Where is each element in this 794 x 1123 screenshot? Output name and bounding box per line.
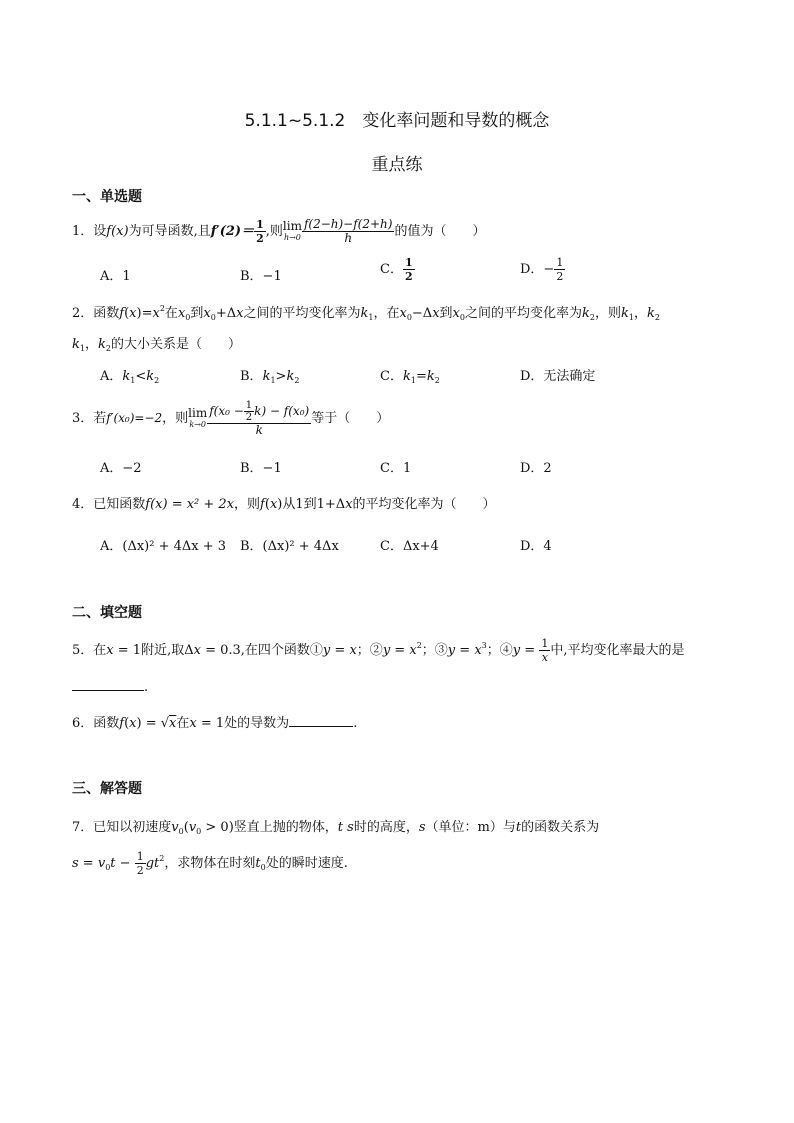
q1-limit	[282, 218, 302, 243]
q1-lim-text: lim	[282, 218, 302, 233]
question-1	[72, 218, 485, 245]
question-3	[72, 400, 389, 437]
q3-num-half	[244, 400, 254, 423]
q4-text-a: 4．已知函数	[72, 497, 146, 512]
q5-end: .	[144, 680, 149, 695]
q5-answer-blank[interactable]	[72, 678, 144, 691]
section-heading-fill-in: 二、填空题	[72, 605, 142, 621]
q7-text-b: 竖直上抛的物体，	[233, 820, 338, 835]
q2-text-c: 之间的平均变化率为	[243, 306, 361, 321]
q3-text-a: 3．若	[72, 411, 107, 426]
page-title: 5.1.1~5.1.2 变化率问题和导数的概念	[244, 111, 550, 131]
q1-half-num: 1	[256, 218, 264, 231]
q4-text-d: 的平均变化率为（ ）	[352, 497, 496, 512]
q2-text-e: 之间的平均变化率为	[464, 306, 582, 321]
q7-text-f: ，求物体在时刻	[164, 856, 256, 871]
q7-fraction: $\frac{1}{2}$	[136, 850, 144, 877]
question-5: 5．在x = 1附近,取Δx = 0.3,在四个函数①y = x；②y = $x^2$；③y = $x^3$；④y = $\frac{1}{x}$ 中,平均变化率最大的是	[72, 637, 685, 664]
q1-frac-den: h	[344, 231, 353, 245]
q2-a-label: A．	[100, 369, 123, 384]
q1-fprime: f′(2)＝	[210, 224, 255, 239]
q3-lim-sub: k→0	[189, 419, 206, 429]
q1-c-num: 1	[404, 256, 413, 269]
question-6: 6．函数f(x) = √x在x = 1处的导数为 .	[72, 716, 358, 731]
q4-option-b: B．(Δx)² + 4Δx	[240, 539, 339, 554]
q2-b-label: B．	[240, 369, 263, 384]
q1-text-3: 的值为（ ）	[394, 224, 486, 239]
q2-option-a: A．$k_1<k_2$	[100, 369, 160, 385]
question-7-line-2: $s = v_0t$ − $\frac{1}{2}$ $gt^2$，求物体在时刻$t_0$处的瞬时速度.	[72, 850, 348, 877]
q3-option-c: C．1	[380, 461, 412, 476]
q1-fraction	[302, 218, 395, 245]
q3-fraction	[207, 400, 311, 437]
q1-frac-num: f(2−h)−f(2+h)	[303, 217, 393, 231]
q4-text-b: ，则	[234, 497, 261, 512]
q5-fraction: $\frac{1}{x}$	[541, 637, 549, 664]
question-5-line-2	[72, 678, 148, 695]
q5-text-a: 5．在	[72, 643, 107, 658]
q4-function: f(x) = x² + 2x	[145, 497, 235, 512]
q2-option-b: B．$k_1>k_2$	[240, 369, 300, 385]
q6-end: .	[353, 716, 358, 731]
q3-num-a: f(x₀ −	[209, 404, 244, 418]
question-2-line-2: $k_1$，$k_2$的大小关系是（ ）	[72, 337, 241, 353]
q2-text-d: ，在	[373, 306, 400, 321]
question-2: 2．函数$f(x)=x^2$在$x_0$到$x_0+\Delta x$之间的平均变化率为$k_1$，在$x_0-\Delta x$到$x_0$之间的平均变化率为$k_2$，则$k_1$，$k_2$	[72, 304, 660, 322]
q3-option-b: B．−1	[240, 461, 282, 476]
q3-half-d: 2	[245, 412, 253, 423]
section-heading-single-choice: 一、单选题	[72, 189, 142, 205]
q5-text-d: ；②	[356, 643, 383, 658]
q5-text-b: 附近,取	[141, 643, 185, 658]
q1-c-den: 2	[404, 270, 413, 283]
q1-option-c	[380, 256, 415, 283]
q4-text-c: 从1到1+Δ	[282, 497, 346, 512]
q5-text-f: ；④	[486, 643, 513, 658]
q1-d-num: 1	[556, 256, 564, 269]
q7-text-g: 处的瞬时速度.	[265, 856, 348, 871]
q7-text-e: 的函数关系为	[521, 820, 600, 835]
q1-text: 为可导函数,且	[128, 224, 211, 239]
q2-text-a: 2．函数	[72, 306, 120, 321]
q7-text-c: 时的高度，	[353, 820, 419, 835]
q3-frac-num	[207, 400, 311, 424]
q4-option-d: D．4	[520, 539, 552, 554]
q1-option-d-fraction	[554, 256, 565, 283]
q1-option-d-label: D．−	[520, 262, 555, 277]
q1-option-a: A．1	[100, 269, 131, 284]
q1-option-c-fraction	[403, 256, 415, 283]
q2-c-label: C．	[380, 369, 403, 384]
q5-text-e: ；③	[421, 643, 448, 658]
q6-text-a: 6．函数	[72, 716, 120, 731]
q3-num-b: k) − f(x₀)	[254, 404, 310, 418]
q3-option-a: A．−2	[100, 461, 142, 476]
q6-text-b: 在	[176, 716, 190, 731]
page-subtitle: 重点练	[371, 155, 423, 175]
q3-text-b: ，则	[162, 411, 189, 426]
q3-condition: f′(x₀)=−2	[106, 411, 163, 425]
q2-text-b: 在	[164, 306, 178, 321]
q1-lim-sub: h→0	[283, 232, 301, 242]
q3-text-c: 等于（ ）	[311, 411, 390, 426]
q1-number: 1．设	[72, 224, 107, 239]
q1-half-fraction	[254, 218, 266, 245]
q1-option-c-label: C．	[380, 262, 403, 277]
q6-answer-blank[interactable]	[289, 714, 353, 727]
q1-option-b: B．−1	[240, 269, 282, 284]
q6-text-c: 处的导数为	[224, 716, 290, 731]
q1-half-den: 2	[256, 232, 264, 245]
q4-option-a: A．(Δx)² + 4Δx + 3	[100, 539, 227, 554]
q3-option-d: D．2	[520, 461, 552, 476]
q7-text-a: 7．已知以初速度	[72, 820, 172, 835]
q3-half-n: 1	[245, 400, 253, 411]
q3-frac-den	[207, 424, 311, 437]
q1-fx: f(x)	[106, 224, 129, 239]
section-heading-answer: 三、解答题	[72, 781, 142, 797]
q2-text-f: ，则	[594, 306, 621, 321]
q1-option-d	[520, 256, 565, 283]
q3-lim-text: lim	[188, 405, 208, 420]
q5-text-g: 中,平均变化率最大的是	[550, 643, 685, 658]
q7-text-d: （单位：m）与	[425, 820, 516, 835]
q1-text-2: ,则	[265, 224, 283, 239]
q2-option-c: C．$k_1=k_2$	[380, 369, 440, 385]
q2-text-line2: 的大小关系是（ ）	[110, 337, 241, 352]
question-7: 7．已知以初速度$v_0(v_0 > 0)$竖直上抛的物体，t s时的高度，s（单位：m）与t的函数关系为	[72, 820, 600, 836]
q1-d-den: 2	[556, 270, 564, 283]
q3-limit	[188, 405, 208, 430]
q4-option-c: C．Δx+4	[380, 539, 439, 554]
q2-option-d: D．无法确定	[520, 369, 596, 384]
q3-den: k	[255, 423, 263, 437]
question-4: 4．已知函数f(x) = x² + 2x，则f(x)从1到1+Δx的平均变化率为（ ）	[72, 497, 496, 512]
q5-text-c: ,在四个函数①	[240, 643, 323, 658]
